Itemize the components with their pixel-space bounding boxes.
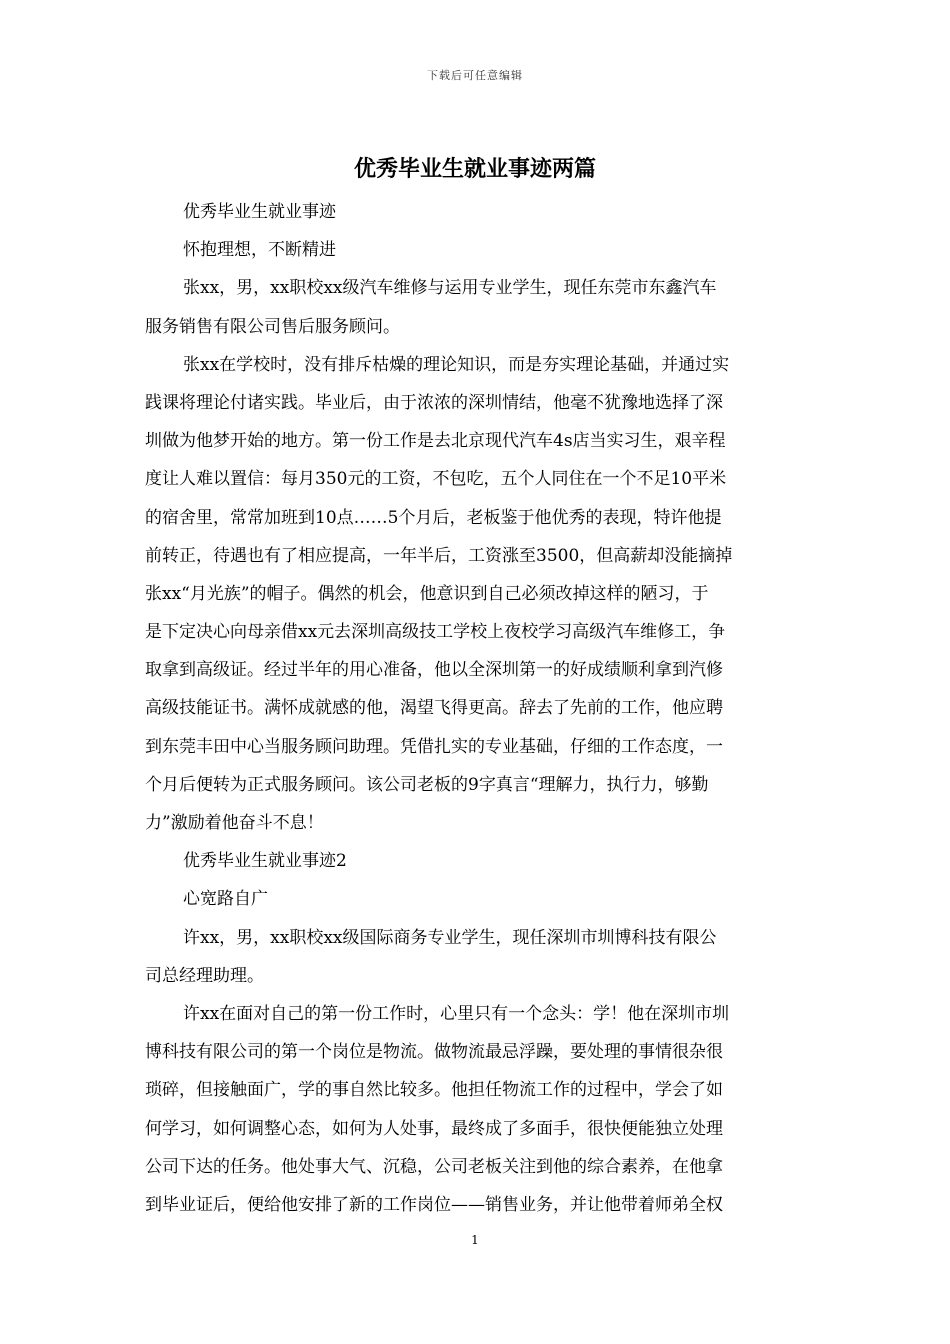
text-line: 琐碎，但接触面广，学的事自然比较多。他担任物流工作的过程中，学会了如	[145, 1080, 723, 1101]
text-line: 是下定决心向母亲借xx元去深圳高级技工学校上夜校学习高级汽车维修工，争	[145, 622, 726, 643]
text-line: 前转正，待遇也有了相应提高，一年半后，工资涨至3500，但高薪却没能摘掉	[145, 545, 733, 566]
document-title: 优秀毕业生就业事迹两篇	[353, 156, 596, 182]
document-body	[145, 193, 805, 1224]
text-line: 的宿舍里，常常加班到10点……5个月后，老板鉴于他优秀的表现，特许他提	[145, 507, 722, 528]
text-line: 力”激励着他奋斗不息！	[145, 813, 324, 833]
text-line: 到毕业证后，便给他安排了新的工作岗位——销售业务，并让他带着师弟全权	[145, 1194, 723, 1215]
text-line: 心宽路自广	[183, 889, 268, 910]
text-line: 践课将理论付诸实践。毕业后，由于浓浓的深圳情结，他毫不犹豫地选择了深	[145, 392, 723, 413]
text-line: 公司下达的任务。他处事大气、沉稳，公司老板关注到他的综合素养，在他拿	[145, 1156, 723, 1177]
text-line: 张xx在学校时，没有排斥枯燥的理论知识，而是夯实理论基础，并通过实	[183, 354, 730, 375]
header-note: 下载后可任意编辑	[427, 69, 523, 82]
text-line: 何学习，如何调整心态，如何为人处事，最终成了多面手，很快便能独立处理	[145, 1118, 723, 1139]
text-line: 圳做为他梦开始的地方。第一份工作是去北京现代汽车4s店当实习生，艰辛程	[145, 431, 726, 452]
text-line: 许xx在面对自己的第一份工作时，心里只有一个念头：学！他在深圳市圳	[183, 1003, 730, 1024]
text-line: 怀抱理想，不断精进	[183, 240, 336, 261]
text-line: 司总经理助理。	[145, 965, 264, 986]
text-line: 张xx，男，xx职校xx级汽车维修与运用专业学生，现任东莞市东鑫汽车	[183, 278, 717, 299]
text-line: 张xx“月光族”的帽子。偶然的机会，他意识到自己必须改掉这样的陋习，于	[145, 583, 709, 604]
text-line: 博科技有限公司的第一个岗位是物流。做物流最忌浮躁，要处理的事情很杂很	[145, 1042, 723, 1063]
page-number: 1	[471, 1233, 479, 1247]
text-line: 取拿到高级证。经过半年的用心准备，他以全深圳第一的好成绩顺利拿到汽修	[145, 660, 723, 681]
text-line: 服务销售有限公司售后服务顾问。	[145, 316, 400, 337]
text-line: 高级技能证书。满怀成就感的他，渴望飞得更高。辞去了先前的工作，他应聘	[145, 698, 723, 719]
text-line: 度让人难以置信：每月350元的工资，不包吃，五个人同住在一个不足10平米	[145, 469, 727, 490]
text-line: 到东莞丰田中心当服务顾问助理。凭借扎实的专业基础，仔细的工作态度，一	[145, 736, 723, 757]
text-line: 优秀毕业生就业事迹	[183, 202, 336, 222]
text-line: 优秀毕业生就业事迹2	[183, 851, 347, 872]
text-line: 个月后便转为正式服务顾问。该公司老板的9字真言“理解力，执行力，够勤	[145, 774, 709, 795]
text-line: 许xx，男，xx职校xx级国际商务专业学生，现任深圳市圳博科技有限公	[183, 927, 717, 948]
